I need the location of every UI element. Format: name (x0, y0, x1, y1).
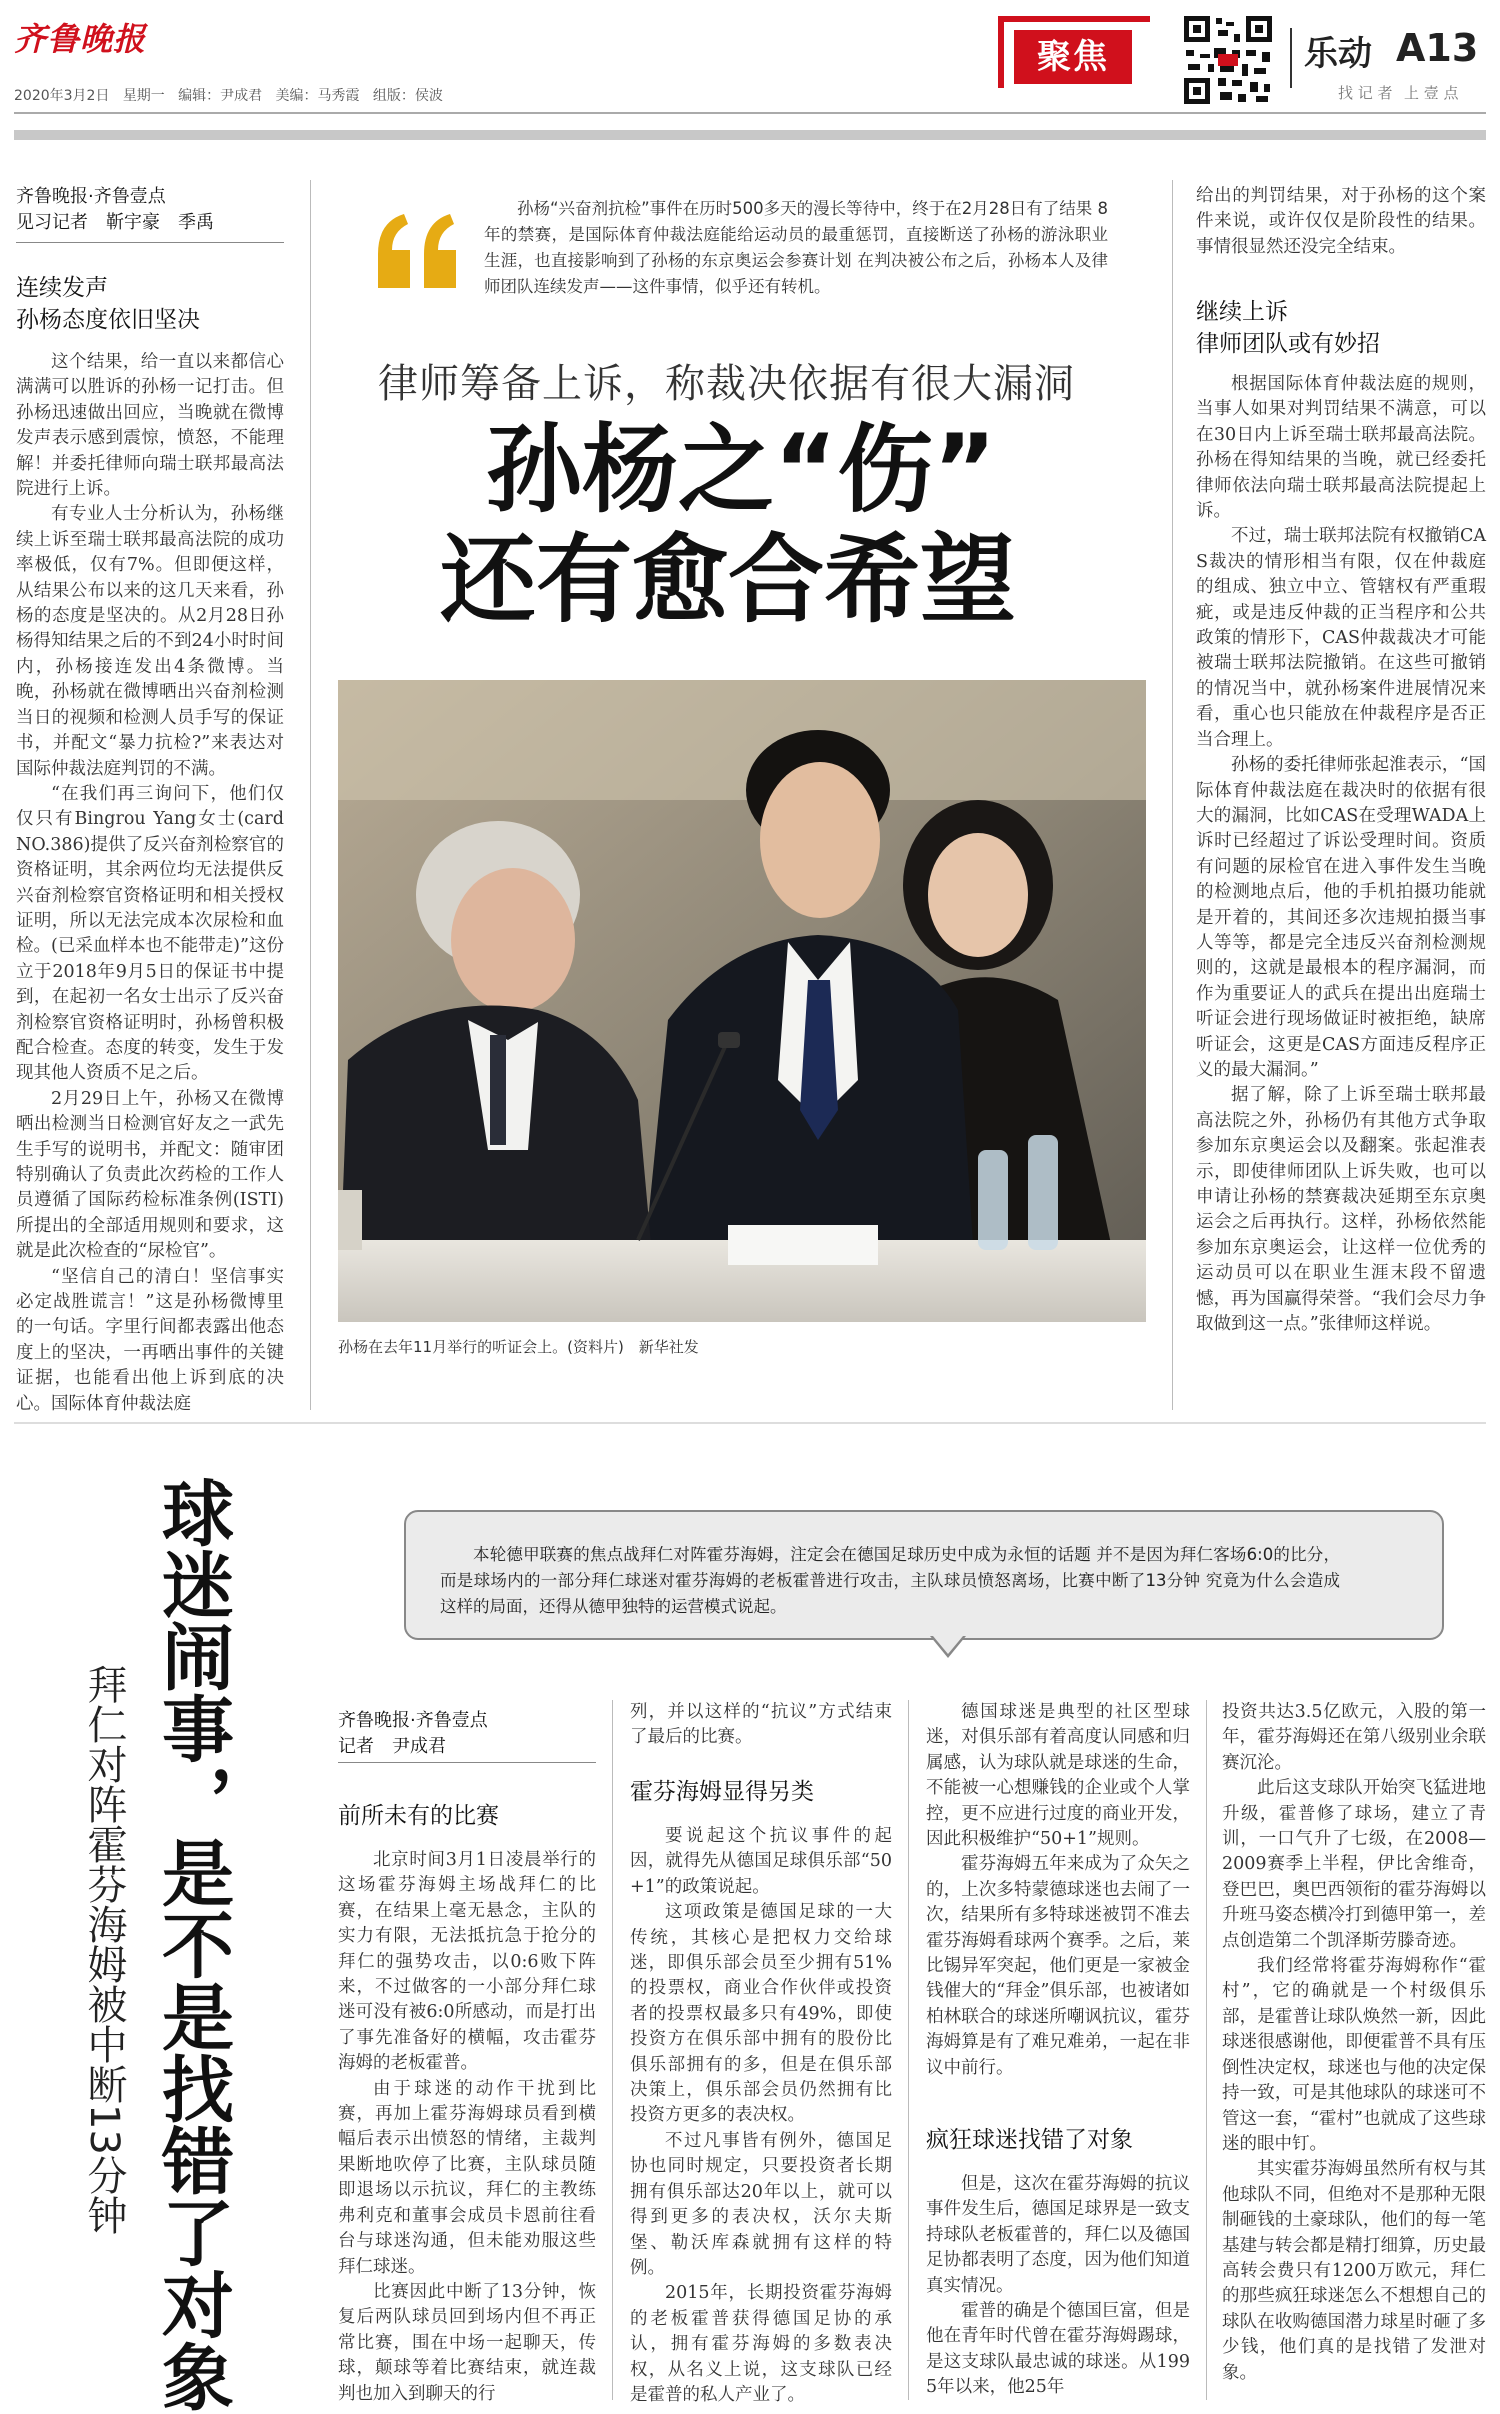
story1-right-subhead: 继续上诉 律师团队或有妙招 (1196, 299, 1380, 357)
story2-lead: 本轮德甲联赛的焦点战拜仁对阵霍芬海姆，注定会在德国足球历史中成为永恒的话题 并不是因为拜仁客场6:0的比分，而是球场内的一部分拜仁球迷对霍芬海姆的老板霍普进行攻击，主队球员愤怒离场，比赛中断了13分钟 究竟为什么会造成这样的局面，还得从德甲独特的运营模式说起。 (440, 1545, 1340, 1616)
section-divider (14, 1422, 1486, 1424)
paragraph: 霍普的确是个德国巨富，但是他在青年时代曾在霍芬海姆踢球，是这支球队最忠诚的球迷。从1995年以来，他25年 (926, 2301, 1190, 2398)
issue-date: 2020年3月2日 (14, 88, 110, 104)
column-divider (908, 1700, 909, 2400)
column-divider (1206, 1700, 1207, 2400)
quote-mark-icon (374, 210, 464, 290)
paragraph: 有专业人士分析认为，孙杨继续上诉至瑞士联邦最高法院的成功率极低，仅有7%。但即便这样，从结果公布以来的这几天来看，孙杨的态度是坚决的。从2月28日孙杨得知结果之后的不到24小时时间内，孙杨接连发出4条微博。当晚，孙杨就在微博晒出兴奋剂检测当日的视频和检测人员手写的保证书，并配文“暴力抗检?”来表达对国际仲裁法庭判罚的不满。 (16, 504, 284, 779)
paragraph: 但是，这次在霍芬海姆的抗议事件发生后，德国足球界是一致支持球队老板霍普的，拜仁以及德国足协都表明了态度，因为他们知道真实情况。 (926, 2174, 1190, 2296)
story2-headline: 球迷闹事，是不是找错了对象 (150, 1476, 234, 2412)
byline-rule (16, 242, 284, 243)
art-editor-credit: 美编：马秀霞 (275, 88, 360, 104)
story1-headline-line2: 还有愈合希望 (440, 524, 1016, 636)
story1-right-intro (1196, 184, 1486, 264)
story1-byline-people: 见习记者 靳宇豪 季禹 (16, 212, 214, 233)
story2-byline-org: 齐鲁晚报·齐鲁壹点 (338, 1710, 488, 1731)
paragraph: 其实霍芬海姆虽然所有权与其他球队不同，但绝对不是那种无限制砸钱的土豪球队，他们的每一笔基建与转会都是精打细算，历史最高转会费只有1200万欧元，拜仁的那些疯狂球迷怎么不想想自己的球队在收购德国潜力球星时砸了多少钱，他们真的是找错了发泄对象。 (1222, 2159, 1486, 2383)
lead-box-pointer-fill (933, 1636, 963, 1654)
paragraph: 要说起这个抗议事件的起因，就得先从德国足球俱乐部“50+1”的政策说起。 (630, 1826, 892, 1897)
column-divider (612, 1700, 613, 2400)
paragraph: 2015年，长期投资霍芬海姆的老板霍普获得德国足协的承认，拥有霍芬海姆的多数表决权，从名义上说，这支球队已经是霍普的私人产业了。 (630, 2283, 892, 2405)
page-number: A13 (1396, 26, 1479, 70)
paragraph: 这个结果，给一直以来都信心满满可以胜诉的孙杨一记打击。但孙杨迅速做出回应，当晚就在微博发声表示感到震惊，愤怒，不能理解！并委托律师向瑞士联邦最高法院进行上诉。 (16, 352, 284, 500)
story1-kicker: 律师筹备上诉，称裁决依据有很大漏洞 (378, 361, 1075, 407)
masthead-rule (14, 112, 1486, 114)
story2-column-4 (1222, 1700, 1486, 2394)
slogan-left: 找 记 者 (1338, 84, 1393, 102)
section-name: 乐动 (1304, 34, 1372, 74)
paragraph: 这项政策是德国足球的一大传统，其核心是把权力交给球迷，即俱乐部会员至少拥有51%的投票权，商业合作伙伴或投资者的投票权最多只有49%，即使投资方在俱乐部中拥有的股份比俱乐部拥有的多，但是在俱乐部决策上，俱乐部会员仍然拥有比投资方更多的表决权。 (630, 1902, 892, 2126)
story2-col2-subhead: 霍芬海姆显得另类 (630, 1779, 814, 1805)
paragraph: “坚信自己的清白！坚信事实必定战胜谎言！”这是孙杨微博里的一句话。字里行间都表露出他态度上的坚决，一再晒出事件的关键证据，也能看出他上诉到底的决心。国际体育仲裁法庭 (16, 1266, 284, 1414)
story2-subheadline: 拜仁对阵霍芬海姆被中断13分钟 (81, 1664, 127, 2235)
byline-rule (338, 1762, 596, 1763)
photo-caption: 孙杨在去年11月举行的听证会上。(资料片) 新华社发 (338, 1338, 699, 1356)
column-divider (1172, 180, 1173, 1410)
story2-column-3 (926, 1700, 1190, 2114)
paragraph: 德国球迷是典型的社区型球迷，对俱乐部有着高度认同感和归属感，认为球队就是球迷的生命，不能被一心想赚钱的企业或个人掌控，更不应进行过度的商业开发，因此积极维护“50+1”规则。 (926, 1702, 1190, 1850)
paragraph: 此后这支球队开始突飞猛进地升级，霍普修了球场，建立了青训，一口气升了七级，在2008—2009赛季上半程，伊比舍维奇，登巴巴，奥巴西领衔的霍芬海姆以升班马姿态横冷打到德甲第一，差点创造第二个凯泽斯劳滕奇迹。 (1222, 1778, 1486, 1951)
section-tag: 聚焦 (1014, 30, 1132, 84)
newspaper-logo: 齐鲁晚报 (14, 20, 147, 58)
story1-right-column (1196, 372, 1486, 1406)
story1-byline-org: 齐鲁晚报·齐鲁壹点 (16, 186, 166, 207)
masthead-info-line (14, 85, 443, 105)
story1-left-column (16, 350, 284, 1414)
masthead-rule-thick (14, 130, 1486, 140)
paragraph: 北京时间3月1日凌晨举行的这场霍芬海姆主场战拜仁的比赛，在结果上毫无悬念，主队的实力有限，无法抵抗急于抢分的拜仁的强势攻击，以0:6败下阵来，不过做客的一小部分拜仁球迷可没有被6:0所感动，而是打出了事先准备好的横幅，攻击霍芬海姆的老板霍普。 (338, 1850, 596, 2074)
paragraph: 我们经常将霍芬海姆称作“霍村”，它的确就是一个村级俱乐部，是霍普让球队焕然一新，因此球迷很感谢他，即便霍普不具有压倒性决定权，球迷也与他的决定保持一致，可是其他球队的球迷可不管这一套，“霍村”也就成了这些球迷的眼中钉。 (1222, 1956, 1486, 2154)
story2-column-2-intro (630, 1700, 892, 1754)
issue-weekday: 星期一 (122, 88, 165, 104)
qr-code (1180, 12, 1276, 108)
paragraph: 根据国际体育仲裁法庭的规则，当事人如果对判罚结果不满意，可以在30日内上诉至瑞士联邦最高法院。孙杨在得知结果的当晚，就已经委托律师依法向瑞士联邦最高法院提起上诉。 (1196, 374, 1486, 522)
paragraph: 2月29日上午，孙杨又在微博晒出检测当日检测官好友之一武先生手写的说明书，并配文：随审团特别确认了负责此次药检的工作人员遵循了国际药检标准条例(ISTI)所提出的全部适用规则和要求，这就是此次检查的“尿检官”。 (16, 1088, 284, 1262)
story2-column-2 (630, 1824, 892, 2405)
story2-column-3-continued (926, 2172, 1190, 2398)
paragraph: 投资共达3.5亿欧元，入股的第一年，霍芬海姆还在第八级别业余联赛沉沦。 (1222, 1702, 1486, 1773)
paragraph: 列，并以这样的“抗议”方式结束了最后的比赛。 (630, 1702, 892, 1748)
hearing-photo-illustration (338, 680, 1146, 1322)
column-divider (310, 180, 311, 1410)
paragraph: “在我们再三询问下，他们仅仅只有Bingrou Yang女士(card NO.386)提供了反兴奋剂检察官的资格证明，其余两位均无法提供反兴奋剂检察官资格证明和相关授权证明，所以无法完成本次尿检和血检。(已采血样本也不能带走)”这份立于2018年9月5日的保证书中提到，在起初一名女士出示了反兴奋剂检察官资格证明时，孙杨曾积极配合检查。态度的转变，发生于发现其他人资质不足之后。 (16, 783, 284, 1084)
paragraph: 据了解，除了上诉至瑞士联邦最高法院之外，孙杨仍有其他方式争取参加东京奥运会以及翻案。张起淮表示，即使律师团队上诉失败，也可以申请让孙杨的禁赛裁决延期至东京奥运会之后再执行。这样，孙杨依然能参加东京奥运会，让这样一位优秀的运动员可以在职业生涯末段不留遗憾，再为国赢得荣誉。“我们会尽力争取做到这一点。”张律师这样说。 (1196, 1085, 1486, 1335)
story2-col1-subhead: 前所未有的比赛 (338, 1803, 499, 1829)
paragraph: 霍芬海姆五年来成为了众矢之的，上次多特蒙德球迷也去闹了一次，结果所有多特球迷被罚不准去霍芬海姆看球两个赛季。之后，莱比锡异军突起，他们更是一家被金钱催大的“拜金”俱乐部，也被诸如柏林联合的球迷所嘲讽抗议，霍芬海姆算是有了难兄难弟，一起在非议中前行。 (926, 1854, 1190, 2078)
paragraph: 不过，瑞士联邦法院有权撤销CAS裁决的情形相当有限，仅在仲裁庭的组成、独立中立、管辖权有严重瑕疵，或是违反仲裁的正当程序和公共政策的情形下，CAS仲裁裁决才可能被瑞士联邦法院撤销。在这些可撤销的情况当中，就孙杨案件进展情况来看，重心也只能放在仲裁程序是否正当合理上。 (1196, 526, 1486, 750)
story2-byline-people: 记者 尹成君 (338, 1736, 446, 1757)
paragraph: 孙杨的委托律师张起淮表示，“国际体育仲裁法庭在裁决时的依据有很大的漏洞，比如CAS在受理WADA上诉时已经超过了诉讼受理时间。资质有问题的尿检官在进入事件发生当晚的检测地点后，他的手机拍摄功能就是开着的，其间还多次违规拍摄当事人等等，都是完全违反兴奋剂检测规则的，这就是最根本的程序漏洞，而作为重要证人的武兵在提出出庭瑞士听证会进行现场做证时被拒绝，缺席听证会，这更是CAS方面违反程序正义的最大漏洞。” (1196, 755, 1486, 1080)
qr-code-icon (1180, 12, 1276, 108)
story2-column-1 (338, 1848, 596, 2404)
story1-headline-line1: 孙杨之“伤” (486, 414, 997, 526)
story1-left-subhead: 连续发声 孙杨态度依旧坚决 (16, 275, 200, 333)
story1-lead: 孙杨“兴奋剂抗检”事件在历时500多天的漫长等待中，终于在2月28日有了结果 8年的禁赛，是国际体育仲裁法庭能给运动员的最重惩罚，直接断送了孙杨的游泳职业生涯，也直接影响到了孙杨的东京奥运会参赛计划 在判决被公布之后，孙杨本人及律师团队连续发声——这件事情，似乎还有转机。 (484, 199, 1108, 296)
paragraph: 不过凡事皆有例外，德国足协也同时规定，只要投资者长期拥有俱乐部达20年以上，就可以得到更多的表决权，沃尔夫斯堡、勒沃库森就拥有这样的特例。 (630, 2130, 892, 2278)
story2-col3-subhead: 疯狂球迷找错了对象 (926, 2127, 1133, 2153)
paragraph: 由于球迷的动作干扰到比赛，再加上霍芬海姆球员看到横幅后表示出愤怒的情绪，主裁判果断地吹停了比赛，主队球员随即退场以示抗议，拜仁的主教练弗利克和董事会成员卡恩前往看台与球迷沟通，但未能劝服这些拜仁球迷。 (338, 2078, 596, 2277)
paragraph: 给出的判罚结果，对于孙杨的这个案件来说，或许仅仅是阶段性的结果。事情很显然还没完全结束。 (1196, 186, 1486, 257)
editor-credit: 编辑：尹成君 (178, 88, 263, 104)
slogan-right: 上 壹 点 (1404, 84, 1459, 102)
hearing-photo (338, 680, 1146, 1322)
layout-editor-credit: 组版：侯波 (372, 88, 443, 104)
paragraph: 比赛因此中断了13分钟，恢复后两队球员回到场内但不再正常比赛，围在中场一起聊天，传球，颠球等着比赛结束，就连裁判也加入到聊天的行 (338, 2281, 596, 2404)
masthead-divider-vertical (1290, 28, 1292, 88)
